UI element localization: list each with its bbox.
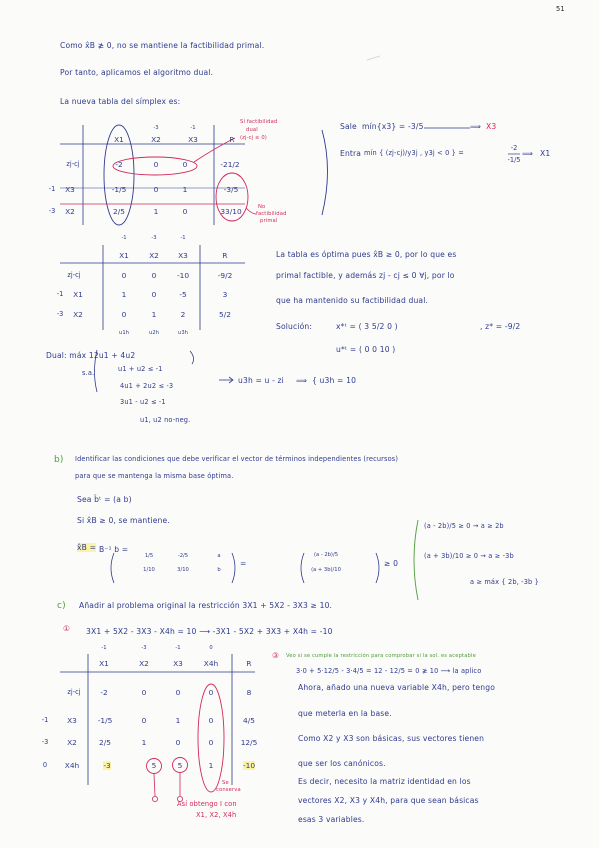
reasoning-line-6: vectores X2, X3 y X4h, para que sean básicas — [298, 796, 479, 805]
table3-cell: 5 — [151, 761, 157, 770]
table2-cell: -5 — [179, 290, 187, 299]
intro-line-1: Como x̂B ≱ 0, no se mantiene la factibilidad primal. — [60, 41, 265, 50]
part-c-equation: 3X1 + 5X2 - 3X3 - X4h = 10 ⟶ -3X1 - 5X2 + 3X3 + X4h = -10 — [86, 627, 333, 636]
note-no-primal-feasibility: No — [258, 204, 266, 210]
table2-col-header: X2 — [149, 251, 159, 260]
table1-row-cost: -1 — [48, 185, 56, 193]
binv-entry: 1/5 — [144, 553, 154, 559]
table1-row-cost: -3 — [48, 207, 56, 215]
dual-nonneg: u1, u2 no-neg. — [140, 416, 191, 424]
reasoning-line-5: Es decir, necesito la matriz identidad en los — [298, 777, 471, 786]
table2-dual-label: u1h — [119, 330, 129, 336]
table1-cost: -3 — [153, 125, 159, 131]
table1-cell: -2 — [115, 160, 123, 169]
table1-row-label: X2 — [65, 207, 75, 216]
intro-line-2: Por tanto, aplicamos el algoritmo dual. — [60, 68, 214, 77]
part-b-statement-2: para que se mantenga la misma base óptima. — [75, 472, 234, 480]
table3-cell: 1 — [208, 761, 214, 770]
part-b-label: b) — [54, 455, 64, 465]
table2-cell: 5/2 — [219, 310, 231, 319]
table2-row-label: X2 — [73, 310, 83, 319]
leaving-variable: X3 — [486, 122, 497, 131]
dual-title: Dual: máx 12u1 + 4u2 — [46, 351, 136, 360]
table1-row-label: X3 — [65, 185, 75, 194]
table3-row-label: X4h — [64, 761, 80, 770]
dual-slack-result: { u3h = 10 — [312, 376, 357, 385]
table1-cell: 0 — [182, 207, 188, 216]
table1-col-header: X1 — [114, 135, 124, 144]
xb-highlight: x̂B = — [77, 543, 97, 552]
binv-entry: -2/5 — [177, 553, 189, 559]
note-no-primal-feasibility: primal — [260, 218, 278, 224]
part-c-label: c) — [57, 601, 66, 611]
table3-cell: 0 — [208, 738, 214, 747]
table3-row-label: X3 — [67, 716, 77, 725]
table2-col-header: X1 — [119, 251, 129, 260]
table1-cell: 0 — [182, 160, 188, 169]
table3-cost: -3 — [141, 645, 147, 651]
part-b-si: Si x̂B ≥ 0, se mantiene. — [77, 516, 170, 525]
table2-cell: -9/2 — [217, 271, 233, 280]
condition-2: (a + 3b)/10 ≥ 0 → a ≥ -3b — [424, 552, 514, 560]
entering-variable: X1 — [540, 149, 551, 158]
table3-col-header: X2 — [139, 659, 149, 668]
xb-geq-zero: ≥ 0 — [384, 559, 399, 568]
table2-row-label: X1 — [73, 290, 83, 299]
solution-u: u*ᵗ = ( 0 0 10 ) — [336, 345, 396, 354]
table1-col-header: X2 — [151, 135, 161, 144]
table1-cell: 33/10 — [220, 207, 242, 216]
optimality-line-3: que ha mantenido su factibilidad dual. — [276, 296, 429, 305]
table2-row-cost: -1 — [56, 290, 64, 298]
table1-cell: -1/5 — [111, 185, 127, 194]
binv-entry: 1/10 — [143, 567, 155, 573]
solution-label: Solución: — [276, 322, 313, 331]
table2-row-cost: -3 — [56, 310, 64, 318]
table2-cell: 0 — [121, 310, 127, 319]
entering-fraction-num: -2 — [510, 144, 518, 152]
b-vector-entry: a — [217, 553, 221, 559]
condition-1: (a - 2b)/5 ≥ 0 → a ≥ 2b — [424, 522, 504, 530]
leaving-arrow-icon: ⟹ — [470, 122, 482, 131]
table3-cell: 0 — [141, 716, 147, 725]
table1-col-header: X3 — [188, 135, 198, 144]
entering-fraction-den: -1/5 — [507, 156, 521, 164]
check-note: Veo si se cumple la restricción para comprobar si la sol. es aceptable — [286, 653, 476, 659]
reasoning-line-3: Como X2 y X3 son básicas, sus vectores tienen — [298, 734, 485, 743]
solution-z: , z* = -9/2 — [480, 322, 521, 331]
xb-result-entry: (a - 2b)/5 — [313, 552, 339, 558]
note-identity: X1, X2, X4h — [196, 811, 237, 819]
table1-row-label: zj-cj — [66, 160, 80, 168]
table3-cell: 1 — [175, 716, 181, 725]
table2-cell: 1 — [151, 310, 157, 319]
note-dual-feasibility: dual — [246, 127, 258, 133]
table2-cell: 0 — [151, 290, 157, 299]
xb-result-entry: (a + 3b)/10 — [311, 567, 341, 573]
step-3-marker: ③ — [272, 651, 279, 660]
table2-dual-label: u2h — [149, 330, 159, 336]
table3-cost: -1 — [175, 645, 181, 651]
table3-cell: 1 — [141, 738, 147, 747]
leaving-variable-expr: mín{x3} = -3/5 — [362, 122, 424, 131]
optimality-line-1: La tabla es óptima pues x̂B ≥ 0, por lo que es — [276, 250, 457, 259]
entering-variable-expr: mín { (zj-cj)/y3j , y3j < 0 } = — [364, 149, 464, 157]
dual-sa: s.a. — [82, 369, 95, 377]
entering-arrow-icon: ⟹ — [522, 149, 534, 158]
note-identity: Así obtengo I con — [177, 800, 237, 808]
table3-col-header: X4h — [203, 659, 219, 668]
table3-cell: 0 — [208, 716, 214, 725]
table1-cell: 0 — [153, 160, 159, 169]
entering-variable-label: Entra — [340, 149, 362, 158]
note-dual-feasibility: Sí factibilidad — [240, 119, 278, 125]
table3-cost: -1 — [101, 645, 107, 651]
table3-cost: 0 — [209, 645, 213, 651]
table3-cell: -1/5 — [97, 716, 113, 725]
dual-constraint-1: u1 + u2 ≤ -1 — [118, 365, 163, 373]
table3-cell: -2 — [100, 688, 108, 697]
table2-cost: -1 — [180, 235, 186, 241]
table3-cell: 12/5 — [240, 738, 258, 747]
note-dual-feasibility: (zj-cj ≤ 0) — [240, 135, 267, 141]
note-no-primal-feasibility: factibilidad — [256, 211, 287, 217]
pivot-highlight: -3 — [103, 761, 111, 770]
step-1-marker: ① — [63, 624, 70, 633]
table3-cell: 8 — [246, 688, 252, 697]
table2-cost: -3 — [151, 235, 157, 241]
dual-slack-expr: u3h = u - zi — [238, 376, 284, 385]
dual-constraint-2: 4u1 + 2u2 ≤ -3 — [120, 382, 174, 390]
reasoning-line-4: que ser los canónicos. — [298, 759, 386, 768]
table3-row-cost: -1 — [41, 716, 49, 724]
intro-line-3: La nueva tabla del símplex es: — [60, 97, 181, 106]
table1-col-header: R — [229, 135, 235, 144]
table1-cell: 0 — [153, 185, 159, 194]
binv-entry: 3/10 — [177, 567, 189, 573]
part-c-statement: Añadir al problema original la restricción 3X1 + 5X2 - 3X3 ≥ 10. — [79, 601, 333, 610]
table3-cell: 0 — [208, 688, 214, 697]
leaving-variable-label: Sale — [340, 122, 357, 131]
table2-cost: -1 — [121, 235, 127, 241]
table3-row-label: zj-cj — [67, 688, 81, 696]
condition-3: a ≥ máx { 2b, -3b } — [470, 578, 539, 586]
table3-col-header: R — [246, 659, 252, 668]
table1-cell: 1 — [153, 207, 159, 216]
note-se-conserva: conserva — [216, 787, 241, 793]
equals-sign: = — [240, 559, 247, 568]
table3-row-cost: 0 — [42, 761, 48, 769]
table3-row-label: X2 — [67, 738, 77, 747]
table1-cell: 2/5 — [113, 207, 125, 216]
optimality-line-2: primal factible, y además zj - cj ≤ 0 ∀j, por lo — [276, 271, 455, 280]
reasoning-line-1: Ahora, añado una nueva variable X4h, pero tengo — [298, 683, 496, 692]
dual-slack-arrow-icon: ⟹ — [296, 376, 308, 385]
check-computation: 3·0 + 5·12/5 - 3·4/5 = 12 - 12/5 = 0 ≱ 10 ⟶ la aplico — [296, 667, 482, 675]
table3-cell — [236, 762, 262, 769]
table2-cell: 2 — [180, 310, 186, 319]
table3-cell: 5 — [177, 761, 183, 770]
table2-row-label: zj-cj — [67, 271, 81, 279]
table1-cell: -21/2 — [220, 160, 240, 169]
table3-col-header: X3 — [173, 659, 183, 668]
table3-col-header: X1 — [99, 659, 109, 668]
rhs-highlight: -10 — [242, 761, 256, 770]
table2-col-header: R — [222, 251, 228, 260]
table2-cell: 3 — [222, 290, 228, 299]
reasoning-line-2: que meterla en la base. — [298, 709, 392, 718]
table2-cell: 0 — [151, 271, 157, 280]
part-b-xb — [77, 544, 96, 552]
table3-cell — [96, 762, 118, 769]
part-b-sea: Sea b̂ᵗ = (a b) — [77, 495, 132, 504]
table3-cell: 0 — [175, 688, 181, 697]
part-b-binv: B⁻¹ b = — [99, 545, 129, 554]
dual-constraint-3: 3u1 - u2 ≤ -1 — [120, 398, 166, 406]
table1-cell: 1 — [182, 185, 188, 194]
b-vector-entry: b — [217, 567, 221, 573]
table2-cell: 1 — [121, 290, 127, 299]
note-se-conserva: Se — [222, 780, 229, 786]
table2-cell: 0 — [121, 271, 127, 280]
table2-cell: -10 — [176, 271, 190, 280]
table1-cost: -1 — [190, 125, 196, 131]
reasoning-line-7: esas 3 variables. — [298, 815, 365, 824]
page-number: 51 — [556, 5, 565, 13]
solution-x: x*ᵗ = ( 3 5/2 0 ) — [336, 322, 398, 331]
table2-dual-label: u3h — [178, 330, 188, 336]
table3-row-cost: -3 — [41, 738, 49, 746]
table1-cell: -3/5 — [223, 185, 239, 194]
table3-cell: 0 — [141, 688, 147, 697]
table3-cell: 2/5 — [99, 738, 111, 747]
table2-col-header: X3 — [178, 251, 188, 260]
table3-cell: 4/5 — [243, 716, 255, 725]
part-b-statement-1: Identificar las condiciones que debe verificar el vector de términos independientes (recursos) — [75, 455, 399, 463]
table3-cell: 0 — [175, 738, 181, 747]
